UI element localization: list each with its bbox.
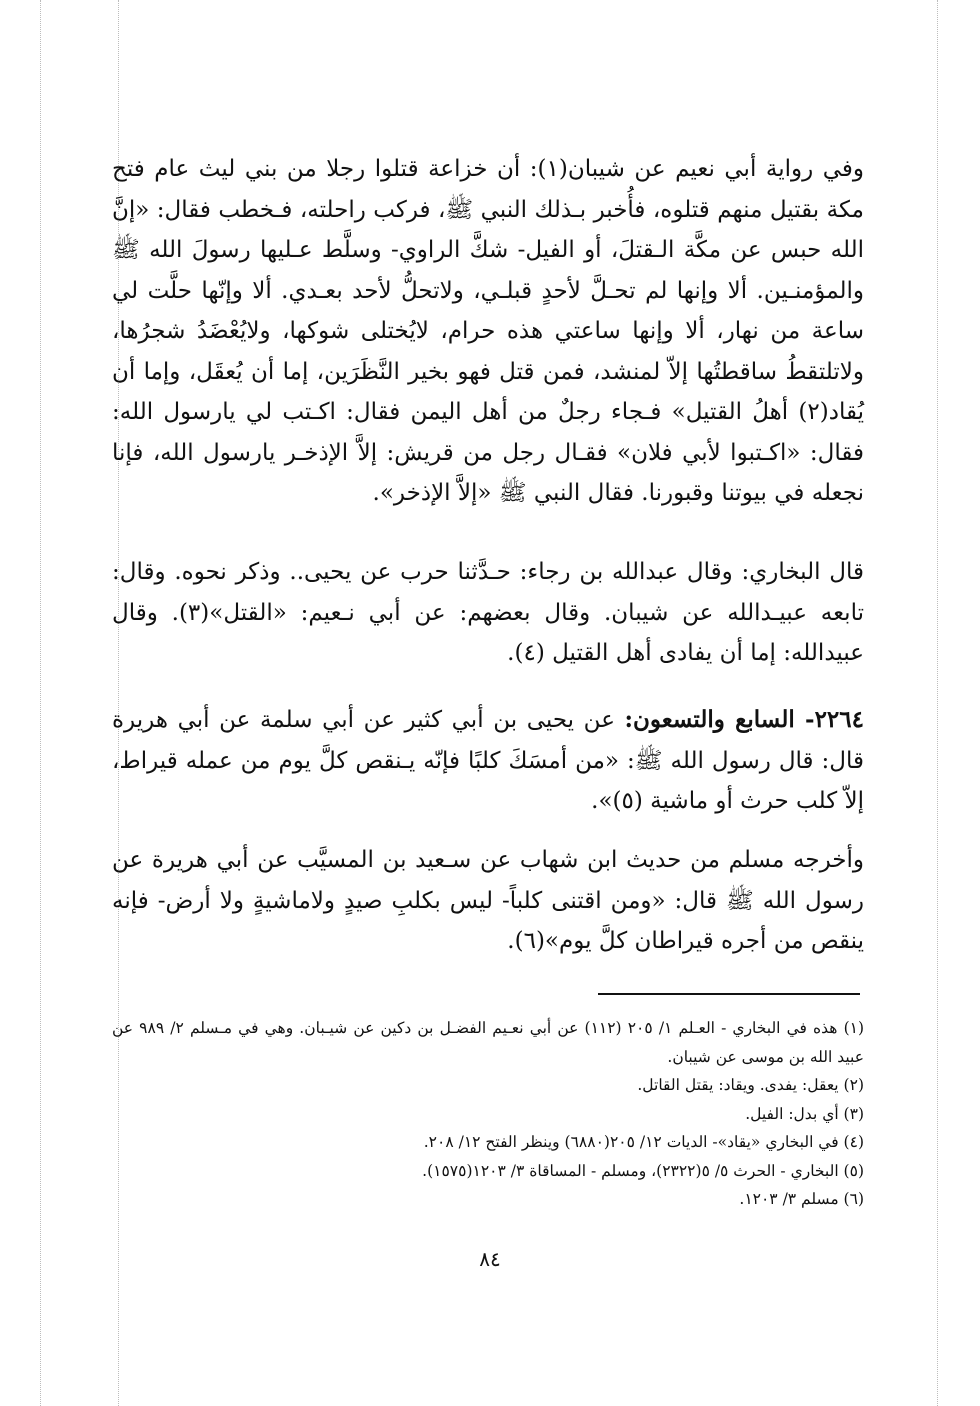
hadith-body-text: عن يحيى بن أبي كثير عن أبي سلمة عن أبي هريرة قال: قال رسول الله ﷺ: «من أمسَكَ كلبًا فإنّه يـنقص كلَّ يوم من عمله قيراط، إلاّ كلب حرث أو ماشية (٥)». (112, 707, 864, 814)
paragraph-text: وفي رواية أبي نعيم عن شيبان(١): أن خزاعة قتلوا رجلا من بني ليث عام فتح مكة بقتيل منهم قتلوه، فأُخبر بـذلك النبي ﷺ، فركب راحلته، فـخطب فقال: «إنَّ الله حبس عن مكَّة الـقتلَ، أو الفيل- شكَّ الراوي- وسلَّط عـليها رسولَ الله ﷺ والمؤمنـين. ألا وإنها لم تحـلَّ لأحدٍ قبلـي، ولاتحلُّ لأحد بعـدي. ألا وإنّها حلَّت لي ساعة من نهار، ألا وإنها ساعتي هذه حرام، لايُختلى شوكها، ولايُعْضَدُ شجرُها، ولاتلتقطُ ساقطتُها إلاّ لمنشد، فمن قتل فهو بخير النَّظَرَين، إما أن يُعقَل، وإما أن يُقاد(٢) أهلُ القتيل» فـجاء رجلٌ من أهل اليمن فقال: اكـتب لي يارسول الله: فقال: «اكـتبوا لأبي فلان» فقـال رجل من قريش: إلاَّ الإذخـر يارسول الله، فإنا نجعله في بيوتنا وقبورنا. فقال النبي ﷺ «إلاَّ الإذخر». (112, 156, 864, 506)
footnote-1: (١) هذه في البخاري - العـلم ١/ ٢٠٥ (١١٢) عن أبي نعـيم الفضـل بن دكين عن شيـبان. وهي في مـسلم ٢/ ٩٨٩ عن عبيد الله بن موسى عن شيبان. (112, 1019, 865, 1066)
page-number: ٨٤ (479, 1247, 501, 1271)
scan-margin-line-left (40, 0, 41, 1406)
footnote-3: (٣) أي بدل: الفيل. (745, 1104, 864, 1123)
footnote-separator-rule (598, 993, 860, 995)
paragraph-text: قال البخاري: وقال عبدالله بن رجاء: حـدَّثنا حرب عن يحيى.. وذكر نحوه. وقال: تابعه عبيـدالله عن شيبان. وقال بعضهم: عن أبي نـعيم: «القتل»(٣). وقال عبيدالله: إما أن يفادى أهل القتيل (٤). (112, 559, 864, 666)
scan-margin-line-right (937, 0, 938, 1406)
numbered-hadith-paragraph (112, 700, 864, 822)
footnote-5: (٥) البخاري - الحرث ٥/ ٥(٢٣٢٢)، ومسلم - المساقاة ٣/ ١٢٠٣(١٥٧٥). (422, 1161, 864, 1180)
paragraph-text: وأخرجه مسلم من حديث ابن شهاب عن سـعيد بن المسيَّب عن أبي هريرة عن رسول الله ﷺ قال: «ومن اقتنى كلباً- ليس بكلبِ صيدٍ ولاماشيةٍ ولا أرض- فإنه ينقص من أجره قيراطان كلَّ يوم»(٦). (112, 847, 864, 954)
hadith-number-heading: ٢٢٦٤- السابع والتسعون: (624, 706, 864, 733)
muslim-narration-paragraph (112, 840, 864, 962)
footnotes-section (112, 1014, 864, 1214)
footnote-2: (٢) يعقل: يفدى. ويقاد: يقتل القاتل. (637, 1076, 864, 1094)
footnote-6: (٦) مسلم ٣/ ١٢٠٣. (739, 1190, 864, 1208)
paragraph-text (112, 700, 864, 822)
hadith-narration-paragraph (112, 149, 864, 514)
footnote-4: (٤) في البخاري «يقاد»- الديات ١٢/ ٢٠٥(٦٨٨٠) وينظر الفتح ١٢/ ٢٠٨. (423, 1133, 864, 1151)
bukhari-commentary-paragraph (112, 552, 864, 674)
